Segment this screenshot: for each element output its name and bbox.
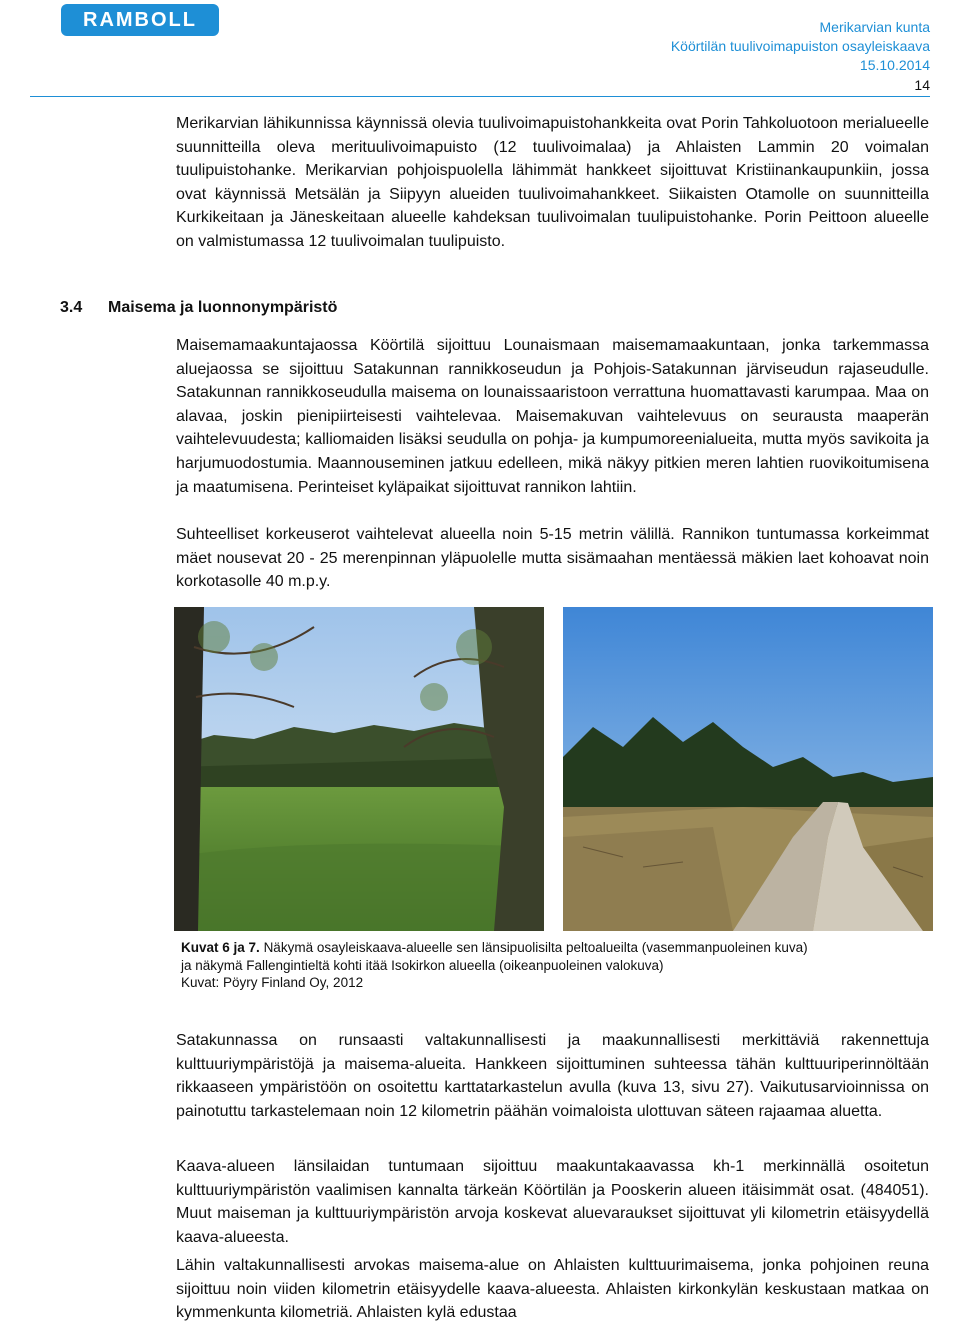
header-date: 15.10.2014 [859, 57, 930, 73]
paragraph-elevation: Suhteelliset korkeuserot vaihtelevat alueella noin 5-15 metrin välillä. Rannikon tuntumassa korkeimmat mäet nousevat 20 - 25 merenpinnan yläpuolelle mutta sisämaahan mentäessä mäkien laet kohoavat noin korkotasolle 40 m.p.y. [176, 526, 929, 591]
gravel-road-photo [563, 607, 933, 931]
paragraph-national-landscape: Lähin valtakunnallisesti arvokas maisema-alue on Ahlaisten kulttuurimaisema, jonka pohjoinen reuna sijoittuu noin viiden kilometrin etäisyydelle kaava-alueesta. Ahlaisten kirkonkylän keskustaan matkaa on kymmenkunta kilometriä. Ahlaisten kylä edustaa [176, 1257, 929, 1322]
caption-label: Kuvat 6 ja 7. [181, 940, 260, 955]
section-number: 3.4 [60, 299, 83, 316]
figure-caption [181, 939, 941, 992]
caption-text-1: Näkymä osayleiskaava-alueelle sen länsipuolisilta peltoalueilta (vasemmanpuoleinen kuva) [263, 940, 808, 955]
paragraph-landscape: Maisemamaakuntajaossa Köörtilä sijoittuu Lounaismaan maisemamaakuntaan, jonka tarkemmassa aluejaossa se sijoittuu Satakunnan rannikkoseudun ja Pohjois-Satakunnan järviseudun rajaseudulle. Satakunnan rannikkoseudulla maisema on lounaissaaristoon verrattuna huomattavasti karumpaa. Maa on alavaa, joskin pienipiirteisesti vaihtelevaa. Maisemakuvan vaihtelevuus on seurausta maaperän vaihtelevuudesta; kalliomaiden lisäksi seudulla on pohja- ja kumpumoreenialueita, mutta myös savikoita ja harjumuodostumia. Maannouseminen jatkuu edelleen, mikä näkyy pitkien meren lahtien ruovikoitumisena ja maatumisena. Perinteiset kyläpaikat sijoittuvat rannikon lahtiin. [176, 337, 929, 496]
caption-line-2: ja näkymä Fallengintieltä kohti itää Isokirkon alueella (oikeanpuoleinen valokuva) [181, 957, 664, 973]
header-project: Köörtilän tuulivoimapuiston osayleiskaava [670, 38, 930, 54]
paragraph-cultural-environment: Satakunnassa on runsaasti valtakunnallisesti ja maakunnallisesti merkittäviä rakennettuja kulttuuriympäristöjä ja maisema-alueita. Hankkeen sijoittuminen suhteessa tähän kulttuuriperinnöltään rikkaaseen ympäristöön on osoitettu karttatarkastelun avulla (kuva 13, sivu 27). Vaikutusarvioinnissa on painotuttu tarkastelemaan noin 12 kilometrin päähän voimaloista ulottuvan säteen rajaamaa aluetta. [176, 1032, 929, 1120]
header-client: Merikarvian kunta [819, 19, 930, 35]
page-number: 14 [914, 77, 930, 93]
caption-line-1 [181, 939, 941, 957]
ramboll-logo: RAMBOLL [61, 4, 219, 36]
section-title: Maisema ja luonnonympäristö [108, 299, 338, 316]
paragraph-wind-projects: Merikarvian lähikunnissa käynnissä olevia tuulivoimapuistohankkeita ovat Porin Tahkoluotoon merialueelle suunnitteilla oleva merituulivoimapuisto (12 tuulivoimalaa) ja Ahlaisten Lammin 20 voimalan tuulipuistohanke. Merikarvian pohjoispuolella lähimmät hankkeet sijoittuvat Kristiinankaupunkiin, jossa ovat käynnissä Metsälän ja Siipyyn alueiden tuulivoimahankkeet. Siikaisten Otamolle on suunnitteilla Kurkikeitaan ja Jäneskeitaan alueelle kahdeksan tuulivoimalan tuulipuistohanke. Porin Peittoon alueelle on valmistumassa 12 tuulivoimalan tuulipuisto. [176, 115, 929, 250]
caption-credit: Kuvat: Pöyry Finland Oy, 2012 [181, 975, 364, 991]
header-divider [30, 96, 930, 97]
field-landscape-photo [174, 607, 544, 931]
paragraph-regional-plan: Kaava-alueen länsilaidan tuntumaan sijoittuu maakuntakaavassa kh-1 merkinnällä osoitetun kulttuuriympäristön vaalimisen kannalta tärkeän Köörtilän ja Pooskerin alueen itäisimmät osat. (484051). Muut maiseman ja kulttuuriympäristön arvoja koskevat aluevaraukset sijoittuvat yli kilometrin etäisyydellä kaava-alueesta. [176, 1158, 929, 1246]
section-heading [60, 299, 337, 317]
